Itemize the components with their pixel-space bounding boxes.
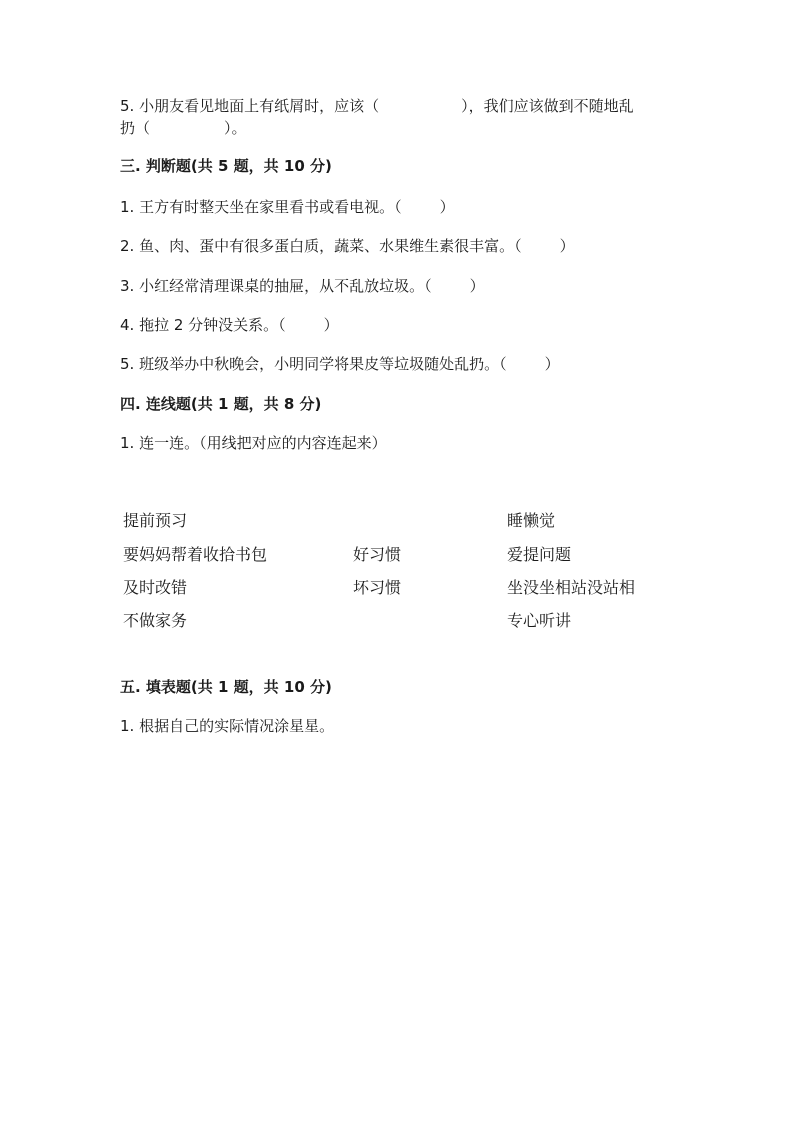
left-item: 及时改错: [123, 578, 188, 597]
right-item: 坐没坐相站没站相: [507, 578, 636, 597]
judge-question-1: [120, 197, 455, 217]
table-question-1: 1. 根据自己的实际情况涂星星。: [120, 717, 335, 735]
fill-question-5-line-1: [120, 96, 634, 116]
close-paren: ）: [544, 355, 560, 373]
close-paren: ）: [439, 198, 455, 216]
judge-question-2-text: 2. 鱼、肉、蛋中有很多蛋白质，蔬菜、水果维生素很丰富。（: [120, 237, 522, 255]
close-paren: ）: [323, 316, 339, 334]
fill-question-5-line-2: [120, 118, 247, 138]
fill-question-5-text-b: ），我们应该做到不随地乱: [461, 97, 634, 115]
matching-question-1: 1. 连一连。（用线把对应的内容连起来）: [120, 434, 387, 452]
fill-question-5-text-d: ）。: [224, 119, 247, 137]
left-item: 不做家务: [123, 611, 188, 630]
right-item: 爱提问题: [507, 545, 572, 564]
middle-item: 好习惯: [353, 545, 402, 564]
judge-question-4-text: 4. 拖拉 2 分钟没关系。（: [120, 316, 286, 334]
section-4-heading: 四. 连线题(共 1 题，共 8 分): [120, 395, 322, 413]
left-item: 提前预习: [123, 511, 188, 530]
middle-item: 坏习惯: [353, 578, 402, 597]
judge-question-5-text: 5. 班级举办中秋晚会，小明同学将果皮等垃圾随处乱扔。（: [120, 355, 507, 373]
judge-question-4: [120, 315, 339, 335]
close-paren: ）: [469, 277, 485, 295]
section-5-heading: 五. 填表题(共 1 题，共 10 分): [120, 678, 332, 696]
fill-question-5-text-c: 扔（: [120, 119, 151, 137]
judge-question-3: [120, 276, 485, 296]
close-paren: ）: [559, 237, 575, 255]
left-item: 要妈妈帮着收拾书包: [123, 545, 268, 564]
judge-question-5: [120, 354, 560, 374]
right-item: 专心听讲: [507, 611, 572, 630]
judge-question-1-text: 1. 王方有时整天坐在家里看书或看电视。（: [120, 198, 402, 216]
right-item: 睡懒觉: [507, 511, 556, 530]
judge-question-2: [120, 236, 575, 256]
section-3-heading: 三. 判断题(共 5 题，共 10 分): [120, 157, 332, 175]
fill-question-5-text-a: 5. 小朋友看见地面上有纸屑时，应该（: [120, 97, 380, 115]
judge-question-3-text: 3. 小红经常清理课桌的抽屉，从不乱放垃圾。（: [120, 277, 432, 295]
